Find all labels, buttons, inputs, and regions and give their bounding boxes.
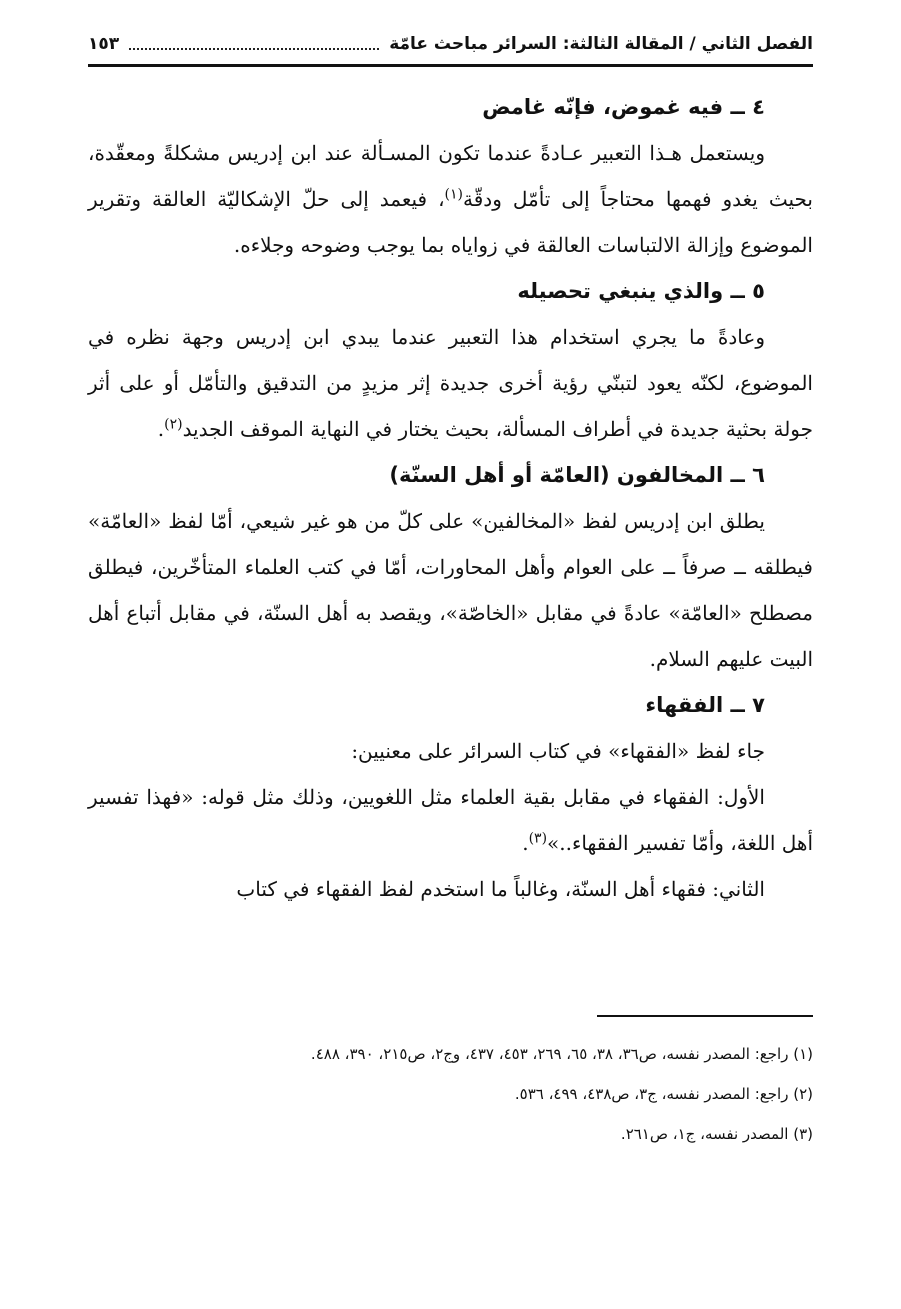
footnotes [88,1034,813,1154]
paragraph: جاء لفظ «الفقهاء» في كتاب السرائر على معنيين: [351,739,765,763]
footnote-marker[interactable]: (٣) [528,830,548,847]
page-number: ١٥٣ [88,34,120,54]
header-title: الفصل الثاني / المقالة الثالثة: السرائر مباحث عامّة [389,34,813,54]
footnote-marker[interactable]: (٢) [164,416,183,433]
footnote-1: (١) راجع: المصدر نفسه، ص٣٦، ٣٨، ٦٥، ٢٦٩، ٤٥٣، ٤٣٧، وج٢، ص٢١٥، ٣٩٠، ٤٨٨. [310,1045,813,1063]
footnote-3: (٣) المصدر نفسه، ج١، ص٢٦١. [620,1125,813,1143]
paragraph: الثاني: فقهاء أهل السنّة، وغالباً ما استخدم لفظ الفقهاء في كتاب [236,877,765,901]
paragraph: يطلق ابن إدريس لفظ «المخالفين» على كلّ من هو غير شيعي، أمّا لفظ «العامّة» فيطلقه ــ صرفاً ــ على العوام وأهل المحاورات، أمّا في كتب العلماء المتأخّرين، فيطلق مصطلح «العامّة» عادةً في مقابل «الخاصّة»، ويقصد به أهل السنّة، في مقابل أتباع أهل البيت عليهم السلام. [88,509,813,671]
running-header [88,24,813,64]
paragraph: وعادةً ما يجري استخدام هذا التعبير عندما يبدي ابن إدريس وجهة نظره في الموضوع، لكنّه يعود لتبنّي رؤية أخرى جديدة إثر مزيدٍ من التدقيق والتأمّل أو على أثر جولة بحثية جديدة في أطراف المسألة، بحيث يختار في النهاية الموقف الجديد$^{(٢)}$. [88,325,813,441]
section-heading-5: ٥ ــ والذي ينبغي تحصيله [517,279,765,303]
section-heading-7: ٧ ــ الفقهاء [645,693,765,717]
paragraph: الأول: الفقهاء في مقابل بقية العلماء مثل اللغويين، وذلك مثل قوله: «فهذا تفسير أهل اللغة، وأمّا تفسير الفقهاء..»$^{(٣)}$. [88,785,813,855]
header-leader-dots [129,38,379,50]
footnote-2: (٢) راجع: المصدر نفسه، ج٣، ص٤٣٨، ٤٩٩، ٥٣٦. [514,1085,813,1103]
footnote-separator [597,1015,813,1017]
section-heading-6: ٦ ــ المخالفون (العامّة أو أهل السنّة) [389,463,765,487]
section-heading-4: ٤ ــ فيه غموض، فإنّه غامض [482,95,765,119]
header-rule [88,64,813,67]
main-text [88,84,813,912]
paragraph: ويستعمل هـذا التعبير عـادةً عندما تكون المسـألة عند ابن إدريس مشكلةً ومعقّدة، بحيث يغدو فهمها محتاجاً إلى تأمّل ودقّة$^{(١)}$، فيعمد إلى حلّ الإشكاليّة العالقة وتقرير الموضوع وإزالة الالتباسات العالقة في زواياه بما يوجب وضوحه وجلاءه. [88,141,813,257]
footnote-marker[interactable]: (١) [444,186,463,203]
